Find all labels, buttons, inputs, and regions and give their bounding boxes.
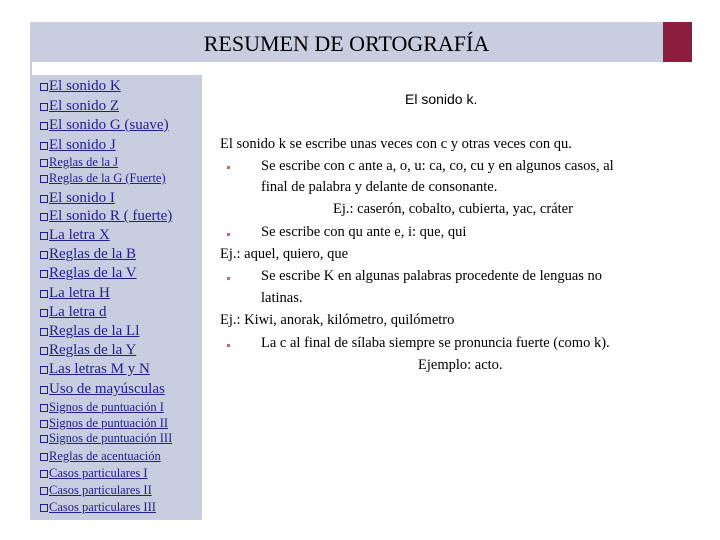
sidebar-item-label: Reglas de la J (49, 155, 119, 169)
sidebar-item[interactable] (40, 323, 139, 340)
slide-title: RESUMEN DE ORTOGRAFÍA (203, 31, 490, 56)
square-bullet-icon (40, 453, 48, 461)
sidebar-item[interactable] (40, 98, 119, 115)
rule-2: Se escribe con qu ante e, i: que, qui (261, 224, 467, 240)
sidebar-item-label: El sonido I (49, 190, 115, 206)
rule-3-line-2: latinas. (261, 290, 303, 306)
square-bullet-icon (40, 232, 48, 240)
example-1: Ej.: caserón, cobalto, cubierta, yac, cráter (333, 201, 573, 217)
sidebar-item[interactable] (40, 265, 137, 282)
sidebar-item-label: La letra X (49, 227, 110, 243)
sidebar-item-label: Casos particulares II (49, 483, 152, 497)
sidebar-item-label: Reglas de la B (49, 246, 137, 262)
square-bullet-icon (40, 404, 48, 412)
sidebar-item-label: Signos de puntuación I (49, 400, 164, 414)
rule-1-line-2: final de palabra y delante de consonante. (261, 179, 498, 195)
square-bullet-icon (40, 435, 48, 443)
bullet-icon (227, 166, 230, 169)
square-bullet-icon (40, 83, 48, 91)
square-bullet-icon (40, 290, 48, 298)
sidebar-item[interactable] (40, 155, 118, 170)
sidebar-item[interactable] (40, 500, 156, 515)
sidebar-item-label: Reglas de la G (Fuerte) (49, 171, 166, 185)
intro-text: El sonido k se escribe unas veces con c y otras veces con qu. (220, 136, 572, 152)
sidebar-item-label: El sonido J (49, 137, 116, 153)
bullet-icon (227, 344, 230, 347)
square-bullet-icon (40, 213, 48, 221)
sidebar-item-label: El sonido R ( fuerte) (49, 208, 173, 224)
square-bullet-icon (40, 328, 48, 336)
square-bullet-icon (40, 487, 48, 495)
sidebar-item-label: La letra d (49, 304, 107, 320)
sidebar-item[interactable] (40, 190, 115, 207)
square-bullet-icon (40, 504, 48, 512)
sidebar-item[interactable] (40, 137, 116, 154)
sidebar-item[interactable] (40, 285, 110, 302)
sidebar-item-label: Casos particulares I (49, 466, 148, 480)
square-bullet-icon (40, 386, 48, 394)
sidebar-item-label: El sonido K (49, 78, 121, 94)
sidebar-item-label: Reglas de la Y (49, 342, 137, 358)
square-bullet-icon (40, 251, 48, 259)
sidebar-item[interactable] (40, 227, 110, 244)
example-3: Ej.: Kiwi, anorak, kilómetro, quilómetro (220, 312, 455, 328)
sidebar-item[interactable] (40, 342, 136, 359)
example-2: Ej.: aquel, quiero, que (220, 246, 349, 262)
sidebar-item-label: Uso de mayúsculas (49, 381, 165, 397)
content-heading: El sonido k. (405, 91, 478, 107)
sidebar-item-label: El sonido Z (49, 98, 119, 114)
sidebar-item[interactable] (40, 449, 161, 464)
sidebar-item[interactable] (40, 208, 172, 225)
square-bullet-icon (40, 175, 48, 183)
rule-3-line-1: Se escribe K en algunas palabras procedente de lenguas no (261, 268, 603, 284)
bullet-icon (227, 233, 230, 236)
square-bullet-icon (40, 309, 48, 317)
sidebar-item[interactable] (40, 304, 106, 321)
square-bullet-icon (40, 366, 48, 374)
title-bar-accent (663, 22, 692, 62)
sidebar-item-label: La letra H (49, 285, 110, 301)
bullet-icon (227, 277, 230, 280)
square-bullet-icon (40, 142, 48, 150)
sidebar-item[interactable] (40, 117, 169, 134)
rule-1-line-1: Se escribe con c ante a, o, u: ca, co, cu y en algunos casos, al (261, 158, 614, 174)
sidebar-item[interactable] (40, 483, 152, 498)
sidebar-item[interactable] (40, 431, 172, 446)
rule-4: La c al final de sílaba siempre se pronuncia fuerte (como k). (261, 335, 610, 351)
sidebar-item[interactable] (40, 78, 121, 95)
sidebar-item[interactable] (40, 246, 136, 263)
sidebar-item[interactable] (40, 466, 148, 481)
square-bullet-icon (40, 420, 48, 428)
square-bullet-icon (40, 159, 48, 167)
sidebar-item-label: Reglas de la Ll (49, 323, 140, 339)
sidebar-item-label: Reglas de acentuación (49, 449, 161, 463)
sidebar-item[interactable] (40, 416, 168, 431)
sidebar-item-label: Signos de puntuación III (49, 431, 173, 445)
sidebar-item-label: Las letras M y N (49, 361, 150, 377)
square-bullet-icon (40, 270, 48, 278)
sidebar-item-label: Signos de puntuación II (49, 416, 169, 430)
sidebar-item[interactable] (40, 361, 150, 378)
square-bullet-icon (40, 122, 48, 130)
example-4: Ejemplo: acto. (418, 357, 503, 373)
sidebar-item[interactable] (40, 381, 165, 398)
square-bullet-icon (40, 103, 48, 111)
sidebar-item[interactable] (40, 400, 164, 415)
square-bullet-icon (40, 470, 48, 478)
sidebar-item-label: El sonido G (suave) (49, 117, 169, 133)
sidebar-item-label: Casos particulares III (49, 500, 156, 514)
square-bullet-icon (40, 347, 48, 355)
sidebar-item-label: Reglas de la V (49, 265, 137, 281)
sidebar-item[interactable] (40, 171, 166, 186)
square-bullet-icon (40, 195, 48, 203)
